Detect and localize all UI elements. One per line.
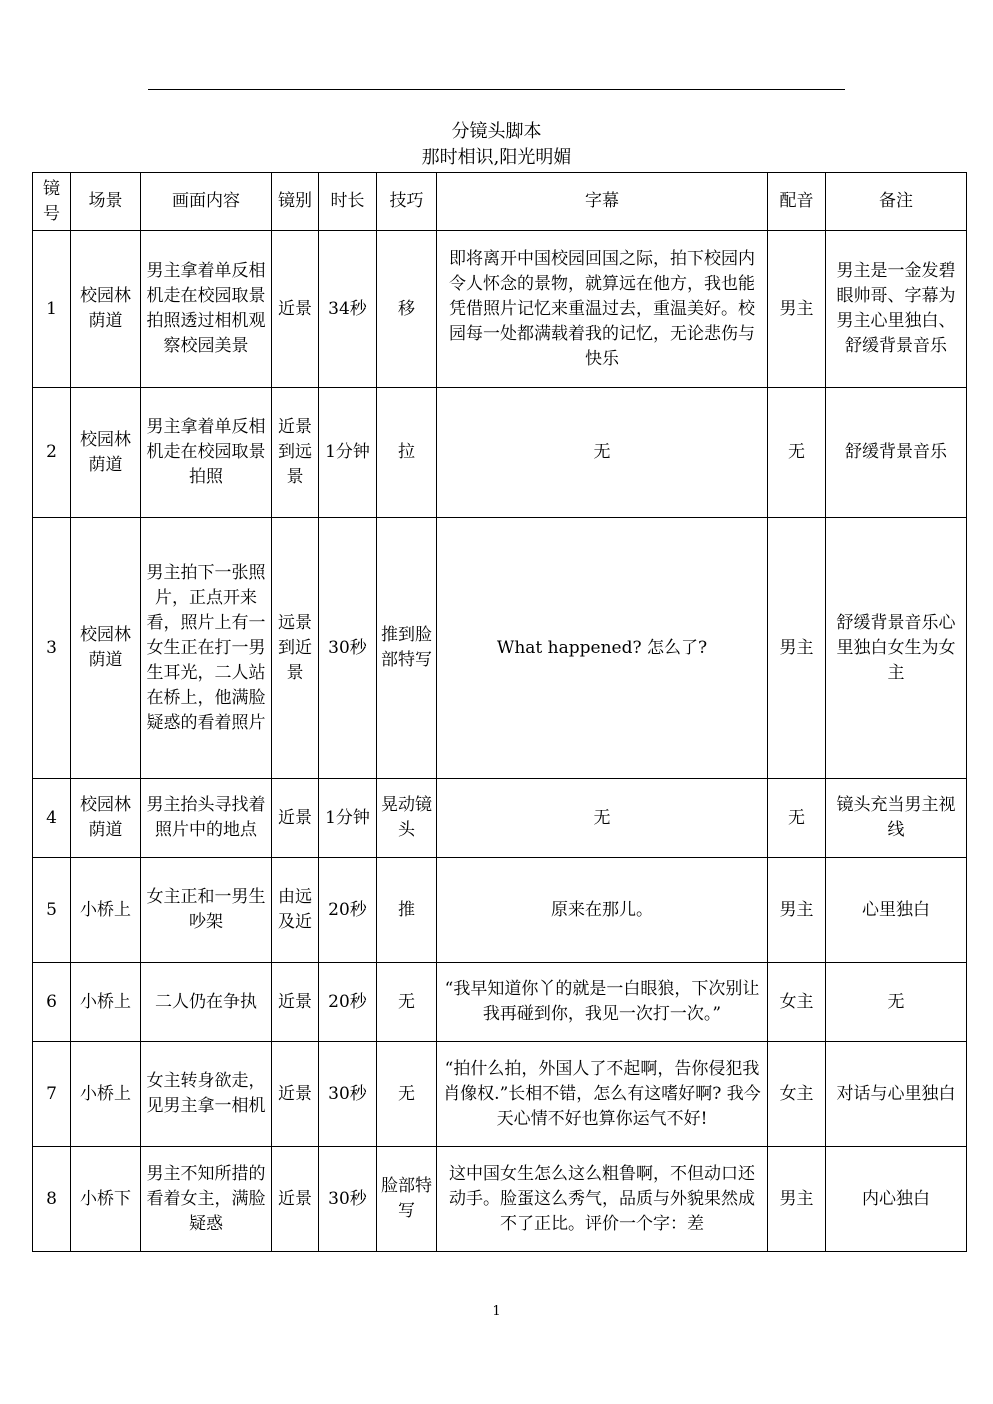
cell-shot: 6 [33, 963, 71, 1042]
cell-scene: 校园林荫道 [71, 518, 141, 779]
cell-size: 由远及近 [272, 858, 319, 963]
cell-caption: 无 [437, 779, 768, 858]
cell-content: 男主不知所措的看着女主，满脸疑惑 [141, 1147, 272, 1252]
cell-note: 舒缓背景音乐 [826, 388, 967, 518]
cell-caption: 无 [437, 388, 768, 518]
cell-voice: 无 [768, 388, 826, 518]
header-duration: 时长 [319, 173, 377, 231]
cell-size: 近景 [272, 231, 319, 388]
cell-size: 近景 [272, 963, 319, 1042]
cell-size: 近景 [272, 1042, 319, 1147]
cell-shot: 4 [33, 779, 71, 858]
cell-shot: 5 [33, 858, 71, 963]
cell-content: 男主拍下一张照片，正点开来看，照片上有一女生正在打一男生耳光，二人站在桥上，他满脸疑惑的看着照片 [141, 518, 272, 779]
cell-duration: 20秒 [319, 963, 377, 1042]
cell-shot: 3 [33, 518, 71, 779]
cell-voice: 男主 [768, 858, 826, 963]
cell-voice: 女主 [768, 963, 826, 1042]
cell-duration: 34秒 [319, 231, 377, 388]
header-note: 备注 [826, 173, 967, 231]
cell-technique: 拉 [377, 388, 437, 518]
table-row [33, 1042, 967, 1147]
cell-content: 男主拿着单反相机走在校园取景拍照透过相机观察校园美景 [141, 231, 272, 388]
cell-scene: 小桥上 [71, 1042, 141, 1147]
cell-technique: 无 [377, 1042, 437, 1147]
cell-note: 男主是一金发碧眼帅哥、字幕为男主心里独白、舒缓背景音乐 [826, 231, 967, 388]
cell-scene: 小桥下 [71, 1147, 141, 1252]
table-row [33, 963, 967, 1042]
cell-note: 舒缓背景音乐心里独白女生为女主 [826, 518, 967, 779]
cell-technique: 无 [377, 963, 437, 1042]
header-content: 画面内容 [141, 173, 272, 231]
cell-caption: What happened? 怎么了? [437, 518, 768, 779]
cell-scene: 小桥上 [71, 963, 141, 1042]
header-rule [148, 89, 845, 90]
cell-technique: 推 [377, 858, 437, 963]
cell-content: 女主转身欲走，见男主拿一相机 [141, 1042, 272, 1147]
header-shot-size: 镜别 [272, 173, 319, 231]
cell-shot: 8 [33, 1147, 71, 1252]
cell-voice: 无 [768, 779, 826, 858]
cell-caption: 原来在那儿。 [437, 858, 768, 963]
cell-duration: 30秒 [319, 1147, 377, 1252]
table-header-row [33, 173, 967, 231]
cell-shot: 2 [33, 388, 71, 518]
cell-voice: 女主 [768, 1042, 826, 1147]
cell-voice: 男主 [768, 1147, 826, 1252]
cell-scene: 小桥上 [71, 858, 141, 963]
cell-caption: “我早知道你丫的就是一白眼狼，下次别让我再碰到你，我见一次打一次。” [437, 963, 768, 1042]
storyboard-table [32, 172, 967, 1252]
cell-shot: 7 [33, 1042, 71, 1147]
cell-duration: 1分钟 [319, 779, 377, 858]
cell-content: 女主正和一男生吵架 [141, 858, 272, 963]
cell-note: 内心独白 [826, 1147, 967, 1252]
cell-size: 远景到近景 [272, 518, 319, 779]
header-technique: 技巧 [377, 173, 437, 231]
table-row [33, 779, 967, 858]
cell-shot: 1 [33, 231, 71, 388]
cell-note: 镜头充当男主视线 [826, 779, 967, 858]
cell-duration: 30秒 [319, 518, 377, 779]
cell-content: 男主抬头寻找着照片中的地点 [141, 779, 272, 858]
cell-note: 心里独白 [826, 858, 967, 963]
cell-caption: “拍什么拍，外国人了不起啊，告你侵犯我肖像权.”长相不错，怎么有这嗜好啊? 我今天心情不好也算你运气不好! [437, 1042, 768, 1147]
cell-content: 男主拿着单反相机走在校园取景拍照 [141, 388, 272, 518]
cell-technique: 推到脸部特写 [377, 518, 437, 779]
table-row [33, 518, 967, 779]
cell-scene: 校园林荫道 [71, 388, 141, 518]
table-row [33, 858, 967, 963]
table-row [33, 388, 967, 518]
cell-voice: 男主 [768, 518, 826, 779]
cell-duration: 30秒 [319, 1042, 377, 1147]
header-voice: 配音 [768, 173, 826, 231]
document-subtitle: 那时相识,阳光明媚 [421, 147, 572, 168]
cell-technique: 晃动镜头 [377, 779, 437, 858]
cell-content: 二人仍在争执 [141, 963, 272, 1042]
cell-note: 无 [826, 963, 967, 1042]
cell-size: 近景到远景 [272, 388, 319, 518]
table-row [33, 1147, 967, 1252]
header-shot-number: 镜号 [33, 173, 71, 231]
header-scene: 场景 [71, 173, 141, 231]
header-caption: 字幕 [437, 173, 768, 231]
cell-caption: 这中国女生怎么这么粗鲁啊，不但动口还动手。脸蛋这么秀气，品质与外貌果然成不了正比。评价一个字：差 [437, 1147, 768, 1252]
cell-technique: 脸部特写 [377, 1147, 437, 1252]
cell-size: 近景 [272, 1147, 319, 1252]
cell-duration: 1分钟 [319, 388, 377, 518]
cell-caption: 即将离开中国校园回国之际，拍下校园内令人怀念的景物，就算远在他方，我也能凭借照片记忆来重温过去，重温美好。校园每一处都满载着我的记忆，无论悲伤与快乐 [437, 231, 768, 388]
cell-size: 近景 [272, 779, 319, 858]
document-title: 分镜头脚本 [451, 121, 542, 142]
table-row [33, 231, 967, 388]
cell-note: 对话与心里独白 [826, 1042, 967, 1147]
cell-duration: 20秒 [319, 858, 377, 963]
cell-technique: 移 [377, 231, 437, 388]
page-number: 1 [492, 1304, 501, 1319]
cell-scene: 校园林荫道 [71, 779, 141, 858]
cell-scene: 校园林荫道 [71, 231, 141, 388]
cell-voice: 男主 [768, 231, 826, 388]
